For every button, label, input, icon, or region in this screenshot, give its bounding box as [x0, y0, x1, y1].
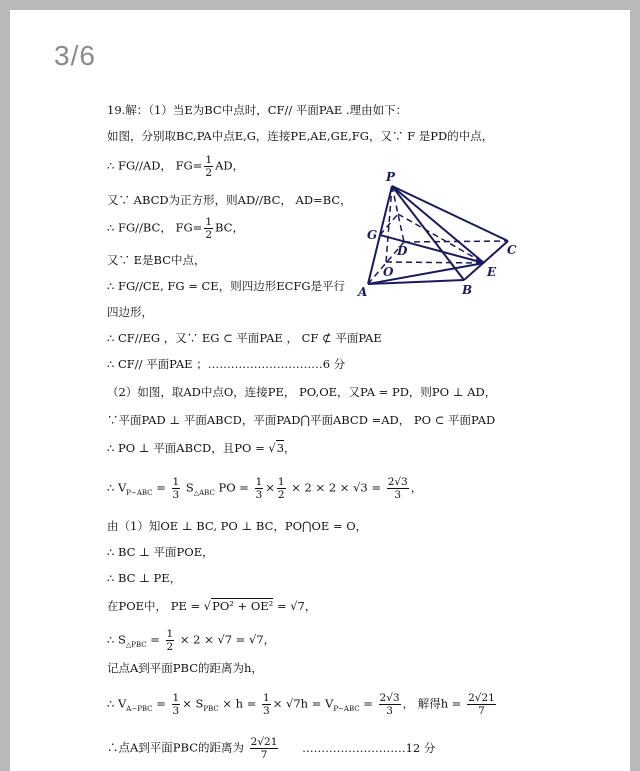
fraction-denominator: 3 [255, 489, 263, 501]
fraction-denominator: 3 [172, 489, 180, 501]
line-13 [107, 440, 296, 456]
line-18 [107, 598, 316, 614]
edge-OE [386, 262, 484, 263]
line-5-text-b: BC， [215, 220, 244, 235]
fraction-numerator: 1 [172, 692, 180, 704]
line-9: ∴ CF//EG ，又∵ EG ⊂ 平面PAE ， CF ⊄ 平面PAE [107, 331, 382, 345]
line-18-text-c: = √7， [276, 599, 317, 613]
edge-PC [392, 186, 508, 241]
fraction-denominator: 2 [205, 229, 212, 241]
page-number: 3/6 [54, 40, 96, 71]
label-O: O [383, 265, 394, 279]
line-21-solve: ， 解得h = [402, 696, 462, 711]
sqrt-radicand: PO² + OE² [212, 599, 274, 613]
line-22-text-a: ∴点A到平面PBC的距离为 [107, 740, 245, 755]
line-6: 又∵ E是BC中点， [107, 253, 206, 267]
fraction-denominator: 3 [263, 705, 270, 717]
line-21-sub2: PBC [203, 704, 219, 713]
line-21-v2: × √7h = V [272, 696, 334, 711]
line-19 [107, 628, 275, 653]
line-4: 又∵ ABCD为正方形，则AD//BC， AD=BC， [107, 193, 352, 207]
line-13-text-c: ， [284, 441, 296, 455]
fraction-denominator: 2 [205, 167, 213, 179]
line-21-sub: A−PBC [126, 704, 153, 713]
line-15: 由（1）知OE ⊥ BC, PO ⊥ BC，PO⋂OE = O， [107, 519, 368, 533]
fraction-numerator: 2√3 [379, 692, 400, 704]
line-14-v: ∴ V [107, 480, 127, 495]
fraction-2root3-over-3 [379, 692, 401, 717]
document-page [10, 10, 630, 771]
line-19-s: ∴ S [107, 632, 126, 647]
line-19-rest: × 2 × √7 = √7， [179, 632, 276, 647]
line-19-sub: △PBC [125, 640, 147, 649]
line-1: 19.解：（1）当E为BC中点时，CF// 平面PAE .理由如下： [107, 103, 408, 117]
fraction-half [204, 216, 213, 241]
line-3 [107, 154, 244, 179]
label-E: E [487, 265, 497, 279]
line-21-s: × S [182, 696, 204, 711]
line-5 [107, 216, 244, 241]
fraction-third [172, 476, 181, 501]
line-21-eq: = [156, 696, 166, 711]
edge-FE [398, 214, 484, 263]
label-C: C [507, 243, 517, 257]
line-12: ∵平面PAD ⊥ 平面ABCD，平面PAD⋂平面ABCD =AD， PO ⊂ 平面PAD [107, 413, 496, 427]
line-21-h: × h = [222, 696, 257, 711]
fraction-numerator: 1 [172, 476, 180, 488]
line-22 [107, 736, 435, 761]
line-21-eq2: = [363, 696, 373, 711]
fraction-numerator: 1 [263, 692, 270, 704]
fraction-2root21-over-7 [467, 692, 496, 717]
label-B: B [462, 283, 473, 297]
fraction-2root21-over-7 [250, 736, 279, 761]
line-20: 记点A到平面PBC的距离为h， [107, 661, 263, 675]
fraction-numerator: 1 [205, 216, 212, 228]
edge-BC [464, 241, 508, 280]
fraction-third [262, 692, 271, 717]
line-5-text-a: ∴ FG//BC， FG= [107, 220, 203, 235]
line-14-end: ， [410, 480, 423, 495]
fraction-denominator: 3 [386, 705, 393, 717]
line-8: 四边形， [107, 305, 153, 319]
fraction-denominator: 3 [172, 705, 180, 717]
fraction-half [204, 154, 213, 179]
line-17: ∴ BC ⊥ PE， [107, 571, 182, 585]
line-14-product: × 2 × 2 × √3 = [291, 480, 382, 495]
edge-PB [392, 186, 464, 280]
fraction-2root3-over-3 [387, 476, 409, 501]
line-3-text-a: ∴ FG//AD， FG= [107, 158, 203, 173]
fraction-numerator: 2√21 [468, 692, 495, 704]
line-16: ∴ BC ⊥ 平面POE， [107, 545, 214, 559]
fraction-numerator: 2√21 [250, 736, 278, 748]
fraction-numerator: 1 [205, 154, 213, 166]
label-D: D [397, 244, 408, 258]
line-14-times: × [265, 480, 275, 495]
fraction-half [166, 628, 175, 653]
fraction-third [255, 476, 264, 501]
fraction-numerator: 1 [166, 628, 174, 640]
label-P: P [386, 170, 396, 184]
fraction-half [277, 476, 286, 501]
fraction-numerator: 1 [255, 476, 263, 488]
sqrt-radicand: 3 [276, 441, 285, 455]
line-13-text-a: ∴ PO ⊥ 平面ABCD，且PO = √ [107, 441, 276, 455]
line-22-score: ………………………12 分 [302, 740, 436, 755]
line-14-po: PO = [218, 480, 249, 495]
line-3-text-b: AD， [215, 158, 245, 173]
line-14-s: S [185, 480, 194, 495]
line-14-eq: = [156, 480, 166, 495]
pyramid-figure [356, 166, 521, 306]
label-G: G [367, 228, 378, 242]
line-11: （2）如图，取AD中点O，连接PE， PO,OE，又PA = PD，则PO ⊥ AD， [107, 385, 497, 399]
line-19-eq: = [150, 632, 160, 647]
fraction-denominator: 7 [260, 749, 268, 761]
fraction-numerator: 1 [277, 476, 285, 488]
line-21-sub3: P−ABC [333, 704, 360, 713]
fraction-denominator: 2 [166, 641, 174, 653]
line-7: ∴ FG//CE, FG = CE，则四边形ECFG是平行 [107, 279, 346, 293]
fraction-denominator: 7 [478, 705, 485, 717]
line-21 [107, 692, 498, 717]
line-14-sub: P−ABC [126, 488, 153, 497]
line-14 [107, 476, 422, 501]
fraction-denominator: 2 [277, 489, 285, 501]
line-21-v: ∴ V [107, 696, 127, 711]
edge-DC [404, 241, 508, 242]
fraction-numerator: 2√3 [387, 476, 408, 488]
fraction-third [172, 692, 181, 717]
line-10: ∴ CF// 平面PAE ；…………………………6 分 [107, 357, 346, 371]
fraction-denominator: 3 [394, 489, 402, 501]
line-18-text-a: 在POE中， PE = √ [107, 599, 212, 613]
label-A: A [358, 285, 368, 299]
line-2: 如图，分别取BC,PA中点E,G，连接PE,AE,GE,FG，又∵ F 是PD的中点， [107, 129, 494, 143]
line-14-sub2: △ABC [193, 488, 215, 497]
